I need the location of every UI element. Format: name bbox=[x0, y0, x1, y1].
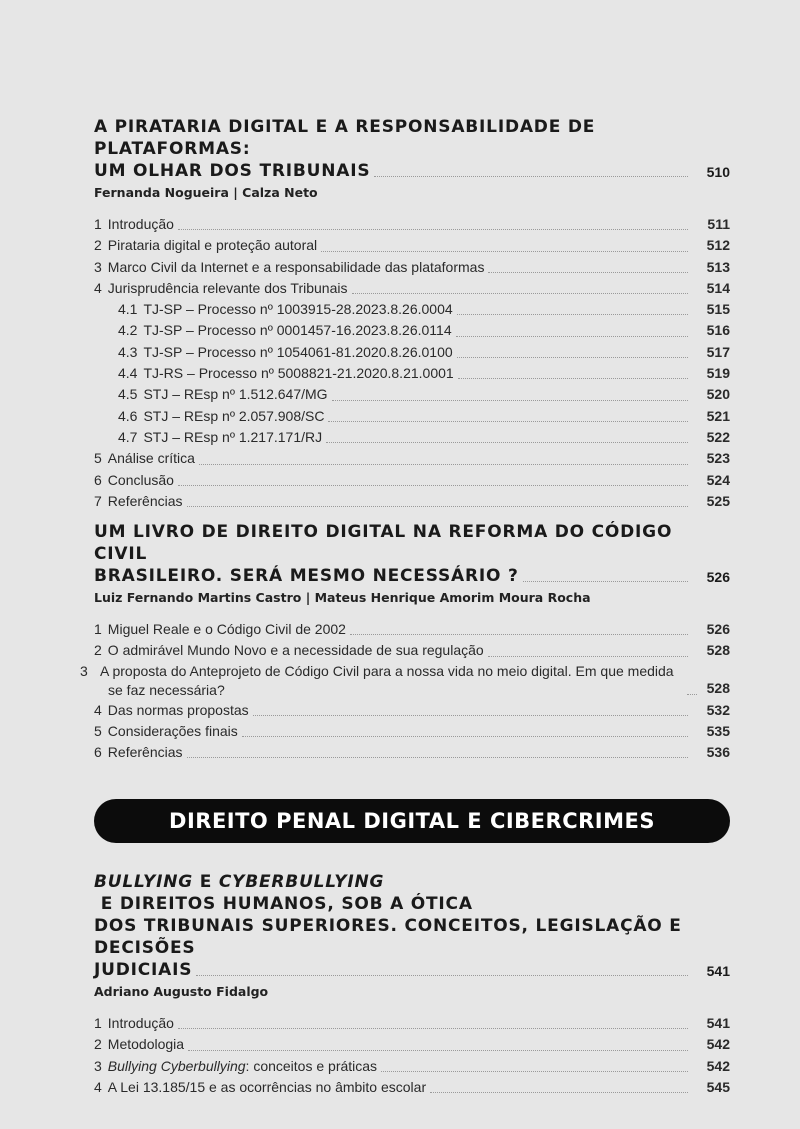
toc-entry-text: Considerações finais bbox=[107, 722, 238, 739]
toc-entry-label bbox=[94, 1013, 174, 1034]
leader-dots bbox=[178, 229, 688, 230]
toc-entry-number: 4.7 bbox=[118, 428, 138, 445]
chapter-1 bbox=[94, 116, 730, 512]
toc-entry-number: 5 bbox=[94, 722, 102, 739]
toc-entry[interactable] bbox=[94, 448, 730, 469]
toc-entry-number: 7 bbox=[94, 492, 102, 509]
title-italic-term: BULLYING bbox=[94, 872, 193, 892]
chapter-title-line: UM LIVRO DE DIREITO DIGITAL NA REFORMA DO CÓDIGO CIVIL bbox=[94, 522, 673, 564]
chapter-title bbox=[94, 116, 730, 182]
toc-entry-label bbox=[94, 1056, 377, 1077]
toc-entry[interactable] bbox=[94, 1013, 730, 1034]
toc-entry-number: 1 bbox=[94, 621, 102, 637]
leader-dots bbox=[328, 421, 688, 422]
toc-entry-page: 511 bbox=[707, 216, 730, 232]
toc-entry[interactable] bbox=[94, 700, 730, 721]
toc-entry-label bbox=[94, 700, 249, 721]
toc-entry-label bbox=[94, 491, 183, 512]
toc-entry-label bbox=[94, 278, 348, 299]
leader-dots bbox=[326, 442, 688, 443]
toc-entry[interactable] bbox=[94, 363, 730, 384]
leader-dots bbox=[457, 357, 688, 358]
leader-dots bbox=[178, 1028, 688, 1029]
toc-entry-label bbox=[94, 640, 484, 661]
toc-entry-label bbox=[94, 470, 174, 491]
toc-entry-page: 535 bbox=[706, 722, 730, 739]
toc-entry-text: Análise crítica bbox=[107, 450, 195, 467]
toc-entry[interactable] bbox=[94, 257, 730, 278]
toc-entry-page: 523 bbox=[706, 450, 730, 467]
toc-entry-number: 2 bbox=[94, 237, 102, 254]
toc-entry[interactable] bbox=[94, 742, 730, 763]
toc-entry[interactable] bbox=[94, 320, 730, 341]
toc-entry-text: STJ – REsp nº 2.057.908/SC bbox=[143, 407, 325, 424]
toc-entry[interactable] bbox=[94, 619, 730, 640]
toc-entry-text: Referências bbox=[107, 744, 183, 761]
leader-dots bbox=[488, 656, 688, 657]
toc-entry-number: 3 bbox=[94, 258, 102, 275]
chapter-title bbox=[94, 521, 730, 587]
toc-entry[interactable] bbox=[80, 662, 730, 700]
toc-entry-label bbox=[94, 721, 238, 742]
toc-entry[interactable] bbox=[94, 640, 730, 661]
toc-entry-page: 545 bbox=[706, 1078, 730, 1095]
toc-entry-number: 6 bbox=[94, 471, 102, 488]
leader-dots bbox=[687, 694, 697, 695]
chapter-page-number: 526 bbox=[706, 569, 730, 585]
toc-entry-text: Introdução bbox=[107, 216, 174, 232]
toc-entry-page: 528 bbox=[706, 642, 730, 659]
toc-entry-text: A proposta do Anteprojeto de Código Civil para a nossa vida no meio digital. Em que medida se faz necessária? bbox=[100, 662, 674, 698]
toc-entry-number: 4.1 bbox=[118, 301, 138, 318]
leader-dots bbox=[374, 176, 688, 177]
leader-dots bbox=[187, 506, 689, 507]
toc-entry-label bbox=[118, 406, 324, 427]
toc-entry-page: 517 bbox=[706, 343, 730, 360]
section-banner bbox=[94, 799, 730, 843]
toc-entry-number: 4.2 bbox=[118, 322, 138, 339]
toc-entry-text: : conceitos e práticas bbox=[245, 1057, 378, 1074]
chapter-title-line: BRASILEIRO. SERÁ MESMO NECESSÁRIO ? bbox=[94, 566, 519, 586]
toc-entry-page: 522 bbox=[706, 428, 730, 445]
leader-dots bbox=[196, 975, 688, 976]
toc-entry-text: Miguel Reale e o Código Civil de 2002 bbox=[107, 621, 346, 637]
toc-entry-label bbox=[118, 320, 452, 341]
toc-entry-text: TJ-RS – Processo nº 5008821-21.2020.8.21.0001 bbox=[143, 365, 454, 382]
toc-list bbox=[80, 619, 730, 763]
toc-list bbox=[94, 1013, 730, 1098]
toc-entry-page: 541 bbox=[706, 1015, 730, 1031]
toc-entry-text: Das normas propostas bbox=[107, 701, 249, 718]
toc-entry-label bbox=[118, 363, 454, 384]
toc-entry-number: 4.6 bbox=[118, 407, 138, 424]
toc-entry-label bbox=[94, 235, 317, 256]
toc-entry-text: Jurisprudência relevante dos Tribunais bbox=[107, 279, 348, 296]
chapter-authors: Fernanda Nogueira | Calza Neto bbox=[94, 185, 318, 200]
toc-entry-number: 2 bbox=[94, 642, 102, 659]
toc-entry-page: 516 bbox=[706, 322, 730, 339]
leader-dots bbox=[199, 464, 688, 465]
toc-entry[interactable] bbox=[94, 214, 730, 235]
leader-dots bbox=[188, 1050, 688, 1051]
toc-entry[interactable] bbox=[94, 1056, 730, 1077]
toc-entry[interactable] bbox=[94, 299, 730, 320]
toc-entry-label bbox=[94, 1034, 184, 1055]
toc-entry-number: 5 bbox=[94, 450, 102, 467]
chapter-authors: Adriano Augusto Fidalgo bbox=[94, 984, 269, 999]
toc-entry-page: 528 bbox=[706, 680, 730, 697]
toc-entry-page: 536 bbox=[706, 744, 730, 761]
toc-entry-text: STJ – REsp nº 1.512.647/MG bbox=[143, 386, 328, 403]
toc-list bbox=[94, 214, 730, 512]
toc-entry-text: Introdução bbox=[107, 1015, 174, 1031]
toc-entry[interactable] bbox=[94, 1077, 730, 1098]
chapter-title-line: DOS TRIBUNAIS SUPERIORES. CONCEITOS, LEGISLAÇÃO E DECISÕES bbox=[94, 916, 682, 958]
leader-dots bbox=[321, 251, 688, 252]
leader-dots bbox=[242, 736, 688, 737]
toc-entry-label bbox=[94, 448, 195, 469]
toc-entry-label bbox=[94, 1077, 426, 1098]
toc-entry-page: 525 bbox=[706, 492, 730, 509]
toc-entry-label bbox=[94, 619, 346, 640]
toc-entry-number: 4 bbox=[94, 279, 102, 296]
chapter-page-number: 510 bbox=[706, 164, 730, 180]
toc-entry-page: 513 bbox=[706, 258, 730, 275]
chapter-title-line: UM OLHAR DOS TRIBUNAIS bbox=[94, 161, 371, 181]
toc-entry-text: Marco Civil da Internet e a responsabilidade das plataformas bbox=[107, 258, 485, 275]
toc-entry-label bbox=[94, 257, 484, 278]
leader-dots bbox=[430, 1092, 688, 1093]
title-text: E DIREITOS HUMANOS, SOB A ÓTICA bbox=[94, 894, 473, 914]
toc-entry-page: 542 bbox=[706, 1036, 730, 1053]
section-banner-title: DIREITO PENAL DIGITAL E CIBERCRIMES bbox=[169, 809, 655, 833]
toc-entry[interactable] bbox=[94, 491, 730, 512]
toc-entry-page: 532 bbox=[706, 701, 730, 718]
toc-entry[interactable] bbox=[94, 427, 730, 448]
toc-entry[interactable] bbox=[94, 1034, 730, 1055]
toc-entry-text: TJ-SP – Processo nº 1054061-81.2020.8.26.0100 bbox=[143, 343, 453, 360]
toc-entry[interactable] bbox=[94, 721, 730, 742]
leader-dots bbox=[523, 581, 688, 582]
toc-entry-text: O admirável Mundo Novo e a necessidade de sua regulação bbox=[107, 642, 484, 659]
leader-dots bbox=[187, 757, 689, 758]
toc-entry-page: 515 bbox=[706, 301, 730, 318]
leader-dots bbox=[381, 1071, 688, 1072]
toc-entry-page: 524 bbox=[706, 471, 730, 488]
toc-entry-text: TJ-SP – Processo nº 0001457-16.2023.8.26.0114 bbox=[143, 322, 452, 339]
toc-entry[interactable] bbox=[94, 384, 730, 405]
toc-entry-label bbox=[118, 384, 328, 405]
title-italic-term: CYBERBULLYING bbox=[218, 872, 385, 892]
chapter-title-line: A PIRATARIA DIGITAL E A RESPONSABILIDADE DE PLATAFORMAS: bbox=[94, 117, 596, 159]
leader-dots bbox=[458, 378, 688, 379]
chapter-title-line bbox=[94, 871, 730, 915]
chapter-page-number: 541 bbox=[706, 963, 730, 979]
toc-entry[interactable] bbox=[94, 235, 730, 256]
toc-entry-page: 520 bbox=[706, 386, 730, 403]
toc-entry[interactable] bbox=[94, 406, 730, 427]
toc-entry-label bbox=[118, 299, 453, 320]
toc-entry-number: 1 bbox=[94, 1015, 102, 1031]
chapter-3 bbox=[94, 871, 730, 1098]
toc-entry-text: STJ – REsp nº 1.217.171/RJ bbox=[143, 428, 323, 445]
toc-entry[interactable] bbox=[94, 470, 730, 491]
toc-entry-text: Conclusão bbox=[107, 471, 174, 488]
leader-dots bbox=[488, 272, 688, 273]
toc-entry-text: Metodologia bbox=[107, 1036, 185, 1053]
toc-entry-number: 4 bbox=[94, 701, 102, 718]
toc-entry-label: 3 A proposta do Anteprojeto de Código Civil para a nossa vida no meio digital. Em que medida se faz necessária? bbox=[80, 662, 674, 698]
toc-entry-text: TJ-SP – Processo nº 1003915-28.2023.8.26.0004 bbox=[143, 301, 453, 318]
leader-dots bbox=[253, 715, 688, 716]
toc-entry-number: 4 bbox=[94, 1078, 102, 1095]
chapter-2 bbox=[80, 521, 730, 763]
toc-entry-page: 514 bbox=[706, 279, 730, 296]
leader-dots bbox=[352, 293, 689, 294]
toc-entry[interactable] bbox=[94, 278, 730, 299]
toc-entry-number: 6 bbox=[94, 744, 102, 761]
toc-entry-label bbox=[94, 214, 174, 235]
toc-entry-number: 2 bbox=[94, 1036, 102, 1053]
leader-dots bbox=[178, 485, 688, 486]
toc-entry-number: 3 bbox=[94, 1057, 102, 1074]
toc-entry-page: 512 bbox=[706, 237, 730, 254]
title-text: E bbox=[193, 872, 219, 892]
toc-entry-label bbox=[118, 342, 453, 363]
leader-dots bbox=[332, 400, 688, 401]
chapter-authors: Luiz Fernando Martins Castro | Mateus Henrique Amorim Moura Rocha bbox=[94, 590, 591, 605]
leader-dots bbox=[456, 336, 688, 337]
toc-entry[interactable] bbox=[94, 342, 730, 363]
leader-dots bbox=[457, 314, 688, 315]
toc-entry-label bbox=[118, 427, 322, 448]
toc-entry-label bbox=[94, 742, 183, 763]
toc-entry-page: 526 bbox=[706, 621, 730, 637]
toc-entry-italic-text: Bullying Cyberbullying bbox=[107, 1057, 246, 1074]
chapter-title-line: JUDICIAIS bbox=[94, 960, 193, 980]
toc-entry-text: Pirataria digital e proteção autoral bbox=[107, 237, 318, 254]
toc-entry-page: 521 bbox=[706, 407, 730, 424]
leader-dots bbox=[350, 634, 688, 635]
toc-entry-number: 4.3 bbox=[118, 343, 138, 360]
toc-entry-page: 542 bbox=[706, 1057, 730, 1074]
toc-entry-number: 4.5 bbox=[118, 386, 138, 403]
toc-entry-number: 4.4 bbox=[118, 365, 138, 382]
toc-entry-page: 519 bbox=[706, 365, 730, 382]
chapter-title bbox=[94, 871, 730, 981]
toc-entry-text: Referências bbox=[107, 492, 183, 509]
toc-entry-number: 1 bbox=[94, 216, 102, 232]
toc-entry-text: A Lei 13.185/15 e as ocorrências no âmbito escolar bbox=[107, 1078, 427, 1095]
